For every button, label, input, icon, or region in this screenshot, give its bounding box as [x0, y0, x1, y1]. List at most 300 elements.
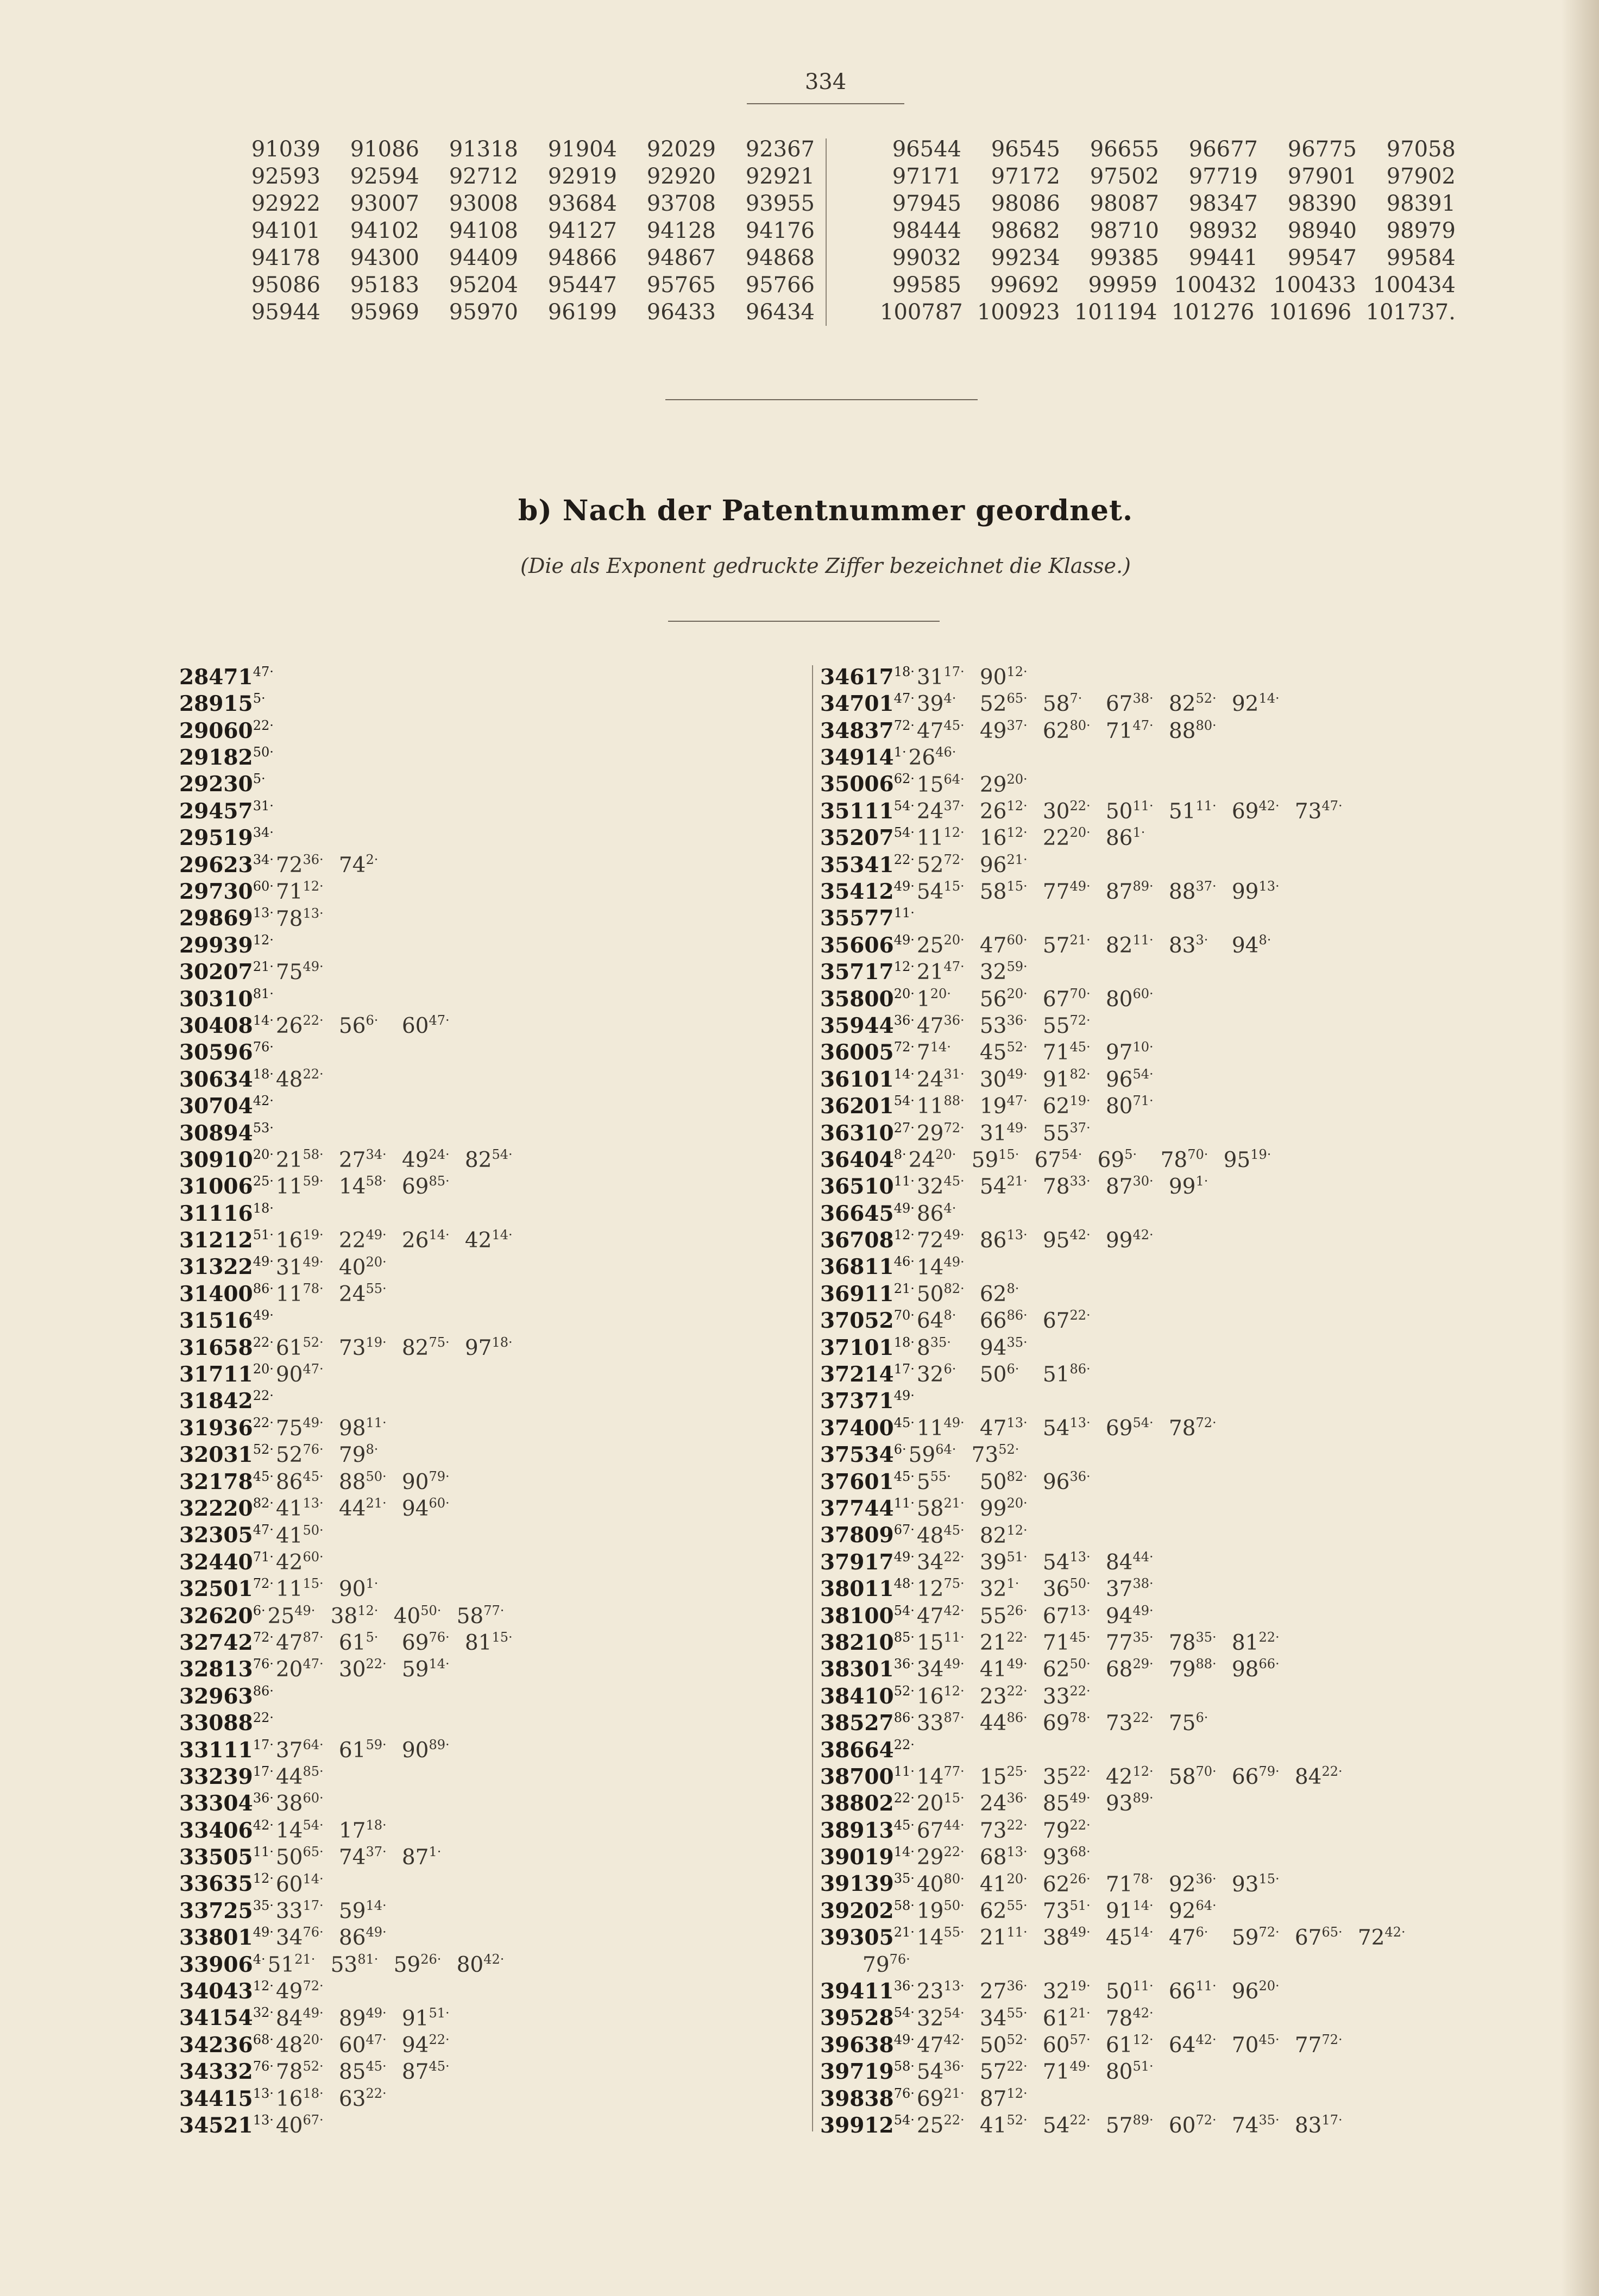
class-exponent: 13·	[253, 2085, 274, 2101]
class-exponent: 54·	[893, 798, 915, 813]
class-exponent: 42·	[943, 1603, 965, 1618]
class-exponent: 58·	[303, 1147, 324, 1163]
class-exponent: 15·	[1006, 879, 1028, 894]
class-exponent: 68·	[1069, 1844, 1091, 1860]
class-exponent: 53·	[253, 1120, 274, 1136]
following-number: $90^{12\cdot}$	[979, 664, 1028, 690]
class-exponent: 12·	[893, 1227, 915, 1243]
following-number: $86^{13\cdot}$	[979, 1227, 1028, 1253]
class-exponent: 80·	[1069, 717, 1091, 733]
table-row	[239, 136, 815, 163]
class-exponent: 22·	[253, 1388, 274, 1404]
class-exponent: 60·	[429, 1496, 450, 1511]
following-number: $14^{55\cdot}$	[916, 1925, 965, 1951]
following-number: $54^{15\cdot}$	[916, 879, 965, 904]
class-exponent: 22·	[1069, 1683, 1091, 1699]
table-row	[880, 163, 1456, 190]
class-exponent: 72·	[943, 1120, 965, 1136]
class-exponent: 52·	[998, 1442, 1019, 1458]
class-exponent: 36·	[1006, 1978, 1028, 1994]
patent-number: $33088^{22\cdot}$	[179, 1710, 274, 1736]
following-number: $47^{36\cdot}$	[916, 1013, 965, 1038]
patent-number: $34236^{68\cdot}$	[179, 2032, 274, 2058]
following-number: $74^{37\cdot}$	[338, 1844, 387, 1870]
class-exponent: 32·	[253, 2005, 274, 2021]
following-number: $5^{55\cdot}$	[916, 1468, 951, 1494]
following-number: $62^{80\cdot}$	[1042, 717, 1091, 743]
following-number: $14^{58\cdot}$	[338, 1174, 387, 1200]
patent-number: 92922	[251, 191, 320, 216]
patent-number: $37400^{45\cdot}$	[820, 1415, 915, 1441]
patent-number: 97945	[892, 191, 961, 216]
class-exponent: 49·	[893, 879, 915, 894]
column-divider-index	[812, 665, 813, 2131]
following-number: $78^{72\cdot}$	[1168, 1415, 1217, 1441]
following-number: $93^{68\cdot}$	[1042, 1844, 1091, 1870]
class-exponent: 70·	[1187, 1147, 1208, 1163]
class-exponent: 1·	[366, 1576, 379, 1592]
class-exponent: 47·	[943, 959, 965, 975]
following-number: $75^{49\cdot}$	[275, 1415, 324, 1441]
class-exponent: 54·	[943, 2005, 965, 2021]
class-exponent: 64·	[943, 771, 965, 787]
patent-number: $36645^{49\cdot}$	[820, 1200, 915, 1226]
following-number: $79^{8\cdot}$	[338, 1442, 379, 1468]
following-number: $57^{89\cdot}$	[1105, 2112, 1154, 2138]
class-exponent: 49·	[1006, 1656, 1028, 1672]
patent-number: $33406^{42\cdot}$	[179, 1817, 274, 1843]
index-entry	[820, 1570, 1526, 1602]
following-number: $74^{2\cdot}$	[338, 851, 379, 878]
index-entry	[179, 1061, 777, 1092]
table-row	[880, 190, 1456, 217]
class-exponent: 42·	[1132, 1227, 1154, 1243]
following-number: $59^{14\cdot}$	[401, 1656, 450, 1682]
following-number: $86^{45\cdot}$	[275, 1468, 324, 1494]
patent-number: 92593	[251, 164, 320, 189]
following-number: $61^{52\cdot}$	[275, 1334, 324, 1360]
index-entry	[820, 1758, 1526, 1789]
patent-number: 94866	[547, 245, 617, 270]
class-exponent: 22·	[1006, 1817, 1028, 1833]
class-exponent: 87·	[303, 1630, 324, 1645]
following-number: $27^{34\cdot}$	[338, 1147, 387, 1172]
following-number: $47^{87\cdot}$	[275, 1630, 324, 1655]
following-number: $80^{71\cdot}$	[1105, 1093, 1154, 1119]
patent-index-right-column	[820, 659, 1526, 2138]
class-exponent: 37·	[1006, 717, 1028, 733]
class-exponent: 86·	[1006, 1308, 1028, 1323]
following-number: $66^{79\cdot}$	[1231, 1764, 1280, 1789]
index-entry	[820, 873, 1526, 904]
patent-number: $33635^{12\cdot}$	[179, 1871, 274, 1897]
following-number: $20^{15\cdot}$	[916, 1790, 965, 1816]
patent-number: 97502	[1090, 164, 1159, 189]
class-exponent: 37·	[1069, 1120, 1091, 1136]
page-number: 334	[804, 70, 847, 94]
class-exponent: 81·	[357, 1951, 379, 1967]
class-exponent: 68·	[253, 2032, 274, 2047]
class-exponent: 26·	[420, 1951, 442, 1967]
following-number: $23^{13\cdot}$	[916, 1978, 965, 2004]
patent-number: 94409	[449, 245, 518, 270]
patent-number: $32178^{45\cdot}$	[179, 1468, 274, 1494]
following-number: $24^{31\cdot}$	[916, 1066, 965, 1092]
class-exponent: 19·	[1069, 1978, 1091, 1994]
following-number: $67^{44\cdot}$	[916, 1817, 965, 1843]
patent-number: $37052^{70\cdot}$	[820, 1308, 915, 1334]
following-number: $48^{45\cdot}$	[916, 1522, 965, 1548]
class-exponent: 36·	[1195, 1871, 1217, 1887]
following-number: $92^{36\cdot}$	[1168, 1871, 1217, 1897]
class-exponent: 14·	[253, 1013, 274, 1029]
following-number: $54^{21\cdot}$	[979, 1174, 1028, 1200]
class-exponent: 12·	[1006, 825, 1028, 841]
index-entry	[179, 2053, 777, 2085]
class-exponent: 88·	[943, 1093, 965, 1109]
class-exponent: 1·	[1132, 825, 1145, 841]
class-exponent: 36·	[303, 851, 324, 867]
patent-number: $37809^{67\cdot}$	[820, 1522, 915, 1548]
class-exponent: 44·	[1132, 1549, 1154, 1565]
index-entry	[179, 1517, 777, 1548]
patent-number: $39638^{49\cdot}$	[820, 2032, 915, 2058]
following-number: $33^{17\cdot}$	[275, 1897, 324, 1923]
index-entry	[820, 712, 1526, 743]
following-number: $16^{19\cdot}$	[275, 1227, 324, 1253]
class-exponent: 55·	[1006, 2005, 1028, 2021]
class-exponent: 49·	[1069, 1790, 1091, 1806]
class-exponent: 45·	[429, 2059, 450, 2074]
following-number: $50^{11\cdot}$	[1105, 798, 1154, 824]
index-entry	[820, 685, 1526, 717]
following-number: $82^{11\cdot}$	[1105, 932, 1154, 958]
following-number: $24^{20\cdot}$	[908, 1147, 956, 1172]
class-exponent: 54·	[893, 825, 915, 841]
index-entry	[820, 1061, 1526, 1092]
following-number: $70^{45\cdot}$	[1231, 2032, 1280, 2058]
class-exponent: 89·	[1132, 2112, 1154, 2128]
patent-number: $30596^{76\cdot}$	[179, 1039, 274, 1065]
following-number: $90^{79\cdot}$	[401, 1468, 450, 1494]
following-number: $58^{7\cdot}$	[1042, 691, 1082, 717]
section-title: b) Nach der Patentnummer geordnet.	[518, 494, 1134, 527]
patent-number: 98682	[991, 218, 1060, 243]
class-exponent: 49·	[1069, 879, 1091, 894]
following-number: $62^{19\cdot}$	[1042, 1093, 1091, 1119]
following-number: $53^{36\cdot}$	[979, 1013, 1028, 1038]
class-exponent: 5·	[1124, 1147, 1137, 1163]
following-number: $54^{22\cdot}$	[1042, 2112, 1091, 2138]
following-number: $80^{51\cdot}$	[1105, 2059, 1154, 2085]
patent-number: $29182^{50\cdot}$	[179, 745, 274, 771]
following-number: $69^{42\cdot}$	[1231, 798, 1280, 824]
following-number: $74^{35\cdot}$	[1231, 2112, 1280, 2138]
following-number: $81^{22\cdot}$	[1231, 1630, 1280, 1655]
patent-number: $36310^{27\cdot}$	[820, 1120, 915, 1146]
class-exponent: 22·	[253, 717, 274, 733]
patent-number: $39912^{54\cdot}$	[820, 2112, 915, 2138]
class-exponent: 13·	[1006, 1844, 1028, 1860]
class-exponent: 52·	[1195, 691, 1217, 707]
class-exponent: 76·	[253, 1656, 274, 1672]
class-exponent: 72·	[303, 1978, 324, 1994]
patent-number: $39139^{35\cdot}$	[820, 1871, 915, 1897]
class-exponent: 26·	[1006, 1603, 1028, 1618]
following-number: $88^{50\cdot}$	[338, 1468, 387, 1494]
following-number: $96^{21\cdot}$	[979, 851, 1028, 878]
following-number: $31^{49\cdot}$	[979, 1120, 1028, 1146]
class-exponent: 72·	[1069, 1013, 1091, 1029]
table-row	[239, 272, 815, 299]
class-exponent: 11·	[1195, 1978, 1217, 1994]
class-exponent: 26·	[1069, 1871, 1091, 1887]
index-entry	[179, 1839, 777, 1870]
class-exponent: 54·	[1132, 1066, 1154, 1082]
following-number: $99^{1\cdot}$	[1168, 1174, 1208, 1200]
patent-number: $35944^{36\cdot}$	[820, 1013, 915, 1038]
class-exponent: 4·	[943, 691, 956, 707]
following-number: $69^{21\cdot}$	[916, 2085, 965, 2111]
class-exponent: 27·	[893, 1120, 915, 1136]
following-number: $82^{12\cdot}$	[979, 1522, 1028, 1548]
following-number: $26^{46\cdot}$	[908, 745, 956, 771]
scan-edge-shadow	[1561, 0, 1599, 2296]
following-number: $14^{54\cdot}$	[275, 1817, 324, 1843]
following-number: $69^{54\cdot}$	[1105, 1415, 1154, 1441]
class-exponent: 7·	[1069, 691, 1082, 707]
patent-number: 91318	[449, 137, 518, 162]
following-number: $83^{3\cdot}$	[1168, 932, 1208, 958]
patent-number: 96199	[547, 300, 617, 325]
following-number: $59^{14\cdot}$	[338, 1897, 387, 1923]
following-number: $19^{50\cdot}$	[916, 1897, 965, 1923]
class-exponent: 52·	[893, 1683, 915, 1699]
following-number: $73^{47\cdot}$	[1294, 798, 1343, 824]
index-entry	[179, 954, 777, 985]
class-exponent: 13·	[253, 2112, 274, 2128]
following-number: $29^{20\cdot}$	[979, 771, 1028, 797]
class-exponent: 54·	[893, 1603, 915, 1618]
class-exponent: 65·	[303, 1844, 324, 1860]
class-exponent: 47·	[366, 2032, 387, 2047]
patent-number: 96544	[892, 137, 961, 162]
following-number: $84^{22\cdot}$	[1294, 1764, 1343, 1789]
class-exponent: 44·	[943, 1817, 965, 1833]
index-entry	[179, 900, 777, 931]
index-entry	[179, 712, 777, 743]
following-number: $61^{21\cdot}$	[1042, 2005, 1091, 2031]
class-exponent: 51·	[253, 1227, 274, 1243]
following-number: $62^{55\cdot}$	[979, 1897, 1028, 1923]
patent-number: 95944	[251, 300, 320, 325]
class-exponent: 47·	[253, 1522, 274, 1538]
following-number: $68^{13\cdot}$	[979, 1844, 1028, 1870]
class-exponent: 22·	[253, 1710, 274, 1726]
patent-number: $32305^{47\cdot}$	[179, 1522, 274, 1548]
class-exponent: 14·	[1258, 691, 1280, 707]
following-number: $87^{1\cdot}$	[401, 1844, 442, 1870]
following-number: $82^{75\cdot}$	[401, 1334, 450, 1360]
following-number: $20^{47\cdot}$	[275, 1656, 324, 1682]
patent-number: $34154^{32\cdot}$	[179, 2005, 274, 2031]
following-number: $64^{42\cdot}$	[1168, 2032, 1217, 2058]
patent-number: $38410^{52\cdot}$	[820, 1683, 915, 1709]
index-entry	[179, 1464, 777, 1494]
patent-number: 98444	[892, 218, 961, 243]
index-entry	[179, 1919, 777, 1951]
following-number: $34^{22\cdot}$	[916, 1549, 965, 1575]
patent-number: $36005^{72\cdot}$	[820, 1039, 915, 1065]
index-entry	[820, 1517, 1526, 1548]
following-number: $88^{80\cdot}$	[1168, 717, 1217, 743]
class-exponent: 85·	[893, 1630, 915, 1645]
following-number: $41^{52\cdot}$	[979, 2112, 1028, 2138]
patent-number: 99959	[1088, 273, 1157, 298]
following-number: $94^{60\cdot}$	[401, 1496, 450, 1521]
following-number: $40^{20\cdot}$	[338, 1254, 387, 1280]
class-exponent: 82·	[943, 1281, 965, 1296]
following-number: $80^{60\cdot}$	[1105, 986, 1154, 1012]
patent-number: $29939^{12\cdot}$	[179, 932, 274, 958]
following-number: $16^{12\cdot}$	[916, 1683, 965, 1709]
following-number: $92^{14\cdot}$	[1231, 691, 1280, 717]
class-exponent: 18·	[492, 1334, 513, 1350]
following-number: $84^{49\cdot}$	[275, 2005, 324, 2031]
patent-number: 98932	[1188, 218, 1258, 243]
class-exponent: 38·	[1132, 691, 1154, 707]
patent-number: $39838^{76\cdot}$	[820, 2085, 915, 2111]
following-number: $67^{13\cdot}$	[1042, 1603, 1091, 1629]
class-exponent: 13·	[1069, 1415, 1091, 1430]
table-row	[239, 190, 815, 217]
class-exponent: 13·	[1069, 1549, 1091, 1565]
class-exponent: 55·	[1006, 1897, 1028, 1913]
following-number: $22^{20\cdot}$	[1042, 825, 1091, 851]
following-number: $61^{5\cdot}$	[338, 1630, 379, 1655]
patent-number: $29730^{60\cdot}$	[179, 879, 274, 904]
class-exponent: 49·	[366, 1227, 387, 1243]
patent-number: $29623^{34\cdot}$	[179, 851, 274, 878]
number-table-left	[239, 136, 815, 326]
class-exponent: 52·	[253, 1442, 274, 1458]
index-entry	[179, 2027, 777, 2058]
index-entry	[179, 927, 777, 958]
class-exponent: 86·	[253, 1281, 274, 1296]
patent-number: $31006^{25\cdot}$	[179, 1174, 274, 1200]
patent-number: $39202^{58\cdot}$	[820, 1897, 915, 1923]
patent-number: $37534^{6\cdot}$	[820, 1442, 906, 1468]
class-exponent: 22·	[1069, 2112, 1091, 2128]
following-number: $26^{22\cdot}$	[275, 1013, 324, 1038]
index-entry	[820, 847, 1526, 878]
class-exponent: 20·	[253, 1361, 274, 1377]
class-exponent: 72·	[893, 1039, 915, 1055]
patent-number: 99692	[990, 273, 1060, 298]
class-exponent: 20·	[935, 1147, 956, 1163]
following-number: $75^{49\cdot}$	[275, 959, 324, 985]
following-number: $78^{42\cdot}$	[1105, 2005, 1154, 2031]
class-exponent: 12·	[253, 1871, 274, 1887]
patent-number: 94127	[547, 218, 617, 243]
class-exponent: 14·	[1132, 1925, 1154, 1940]
class-exponent: 45·	[943, 1522, 965, 1538]
class-exponent: 76·	[893, 2085, 915, 2101]
class-exponent: 70·	[1195, 1764, 1217, 1780]
class-exponent: 12·	[253, 1978, 274, 1994]
following-number: $90^{89\cdot}$	[401, 1737, 450, 1763]
class-exponent: 62·	[893, 771, 915, 787]
index-entry	[820, 1651, 1526, 1682]
following-number: $92^{64\cdot}$	[1168, 1897, 1217, 1923]
class-exponent: 17·	[303, 1897, 324, 1913]
following-number: $78^{13\cdot}$	[275, 905, 324, 931]
following-number: $38^{60\cdot}$	[275, 1790, 324, 1816]
class-exponent: 79·	[1258, 1764, 1280, 1780]
index-entry	[179, 1034, 777, 1065]
patent-number: 96545	[991, 137, 1060, 162]
patent-number: 100433	[1273, 273, 1356, 298]
class-exponent: 72·	[1321, 2032, 1343, 2047]
patent-number: $34617^{18\cdot}$	[820, 664, 915, 690]
index-entry	[820, 1544, 1526, 1575]
patent-number: $35577^{11\cdot}$	[820, 905, 915, 931]
following-number: $49^{24\cdot}$	[401, 1147, 450, 1172]
class-exponent: 49·	[366, 1925, 387, 1940]
patent-number: 96433	[646, 300, 716, 325]
class-exponent: 22·	[1321, 1764, 1343, 1780]
following-number: $71^{78\cdot}$	[1105, 1871, 1154, 1897]
class-exponent: 47·	[893, 691, 915, 707]
patent-number: $32501^{72\cdot}$	[179, 1576, 274, 1602]
following-number: $78^{52\cdot}$	[275, 2059, 324, 2085]
following-number: $78^{35\cdot}$	[1168, 1630, 1217, 1655]
patent-number: $35111^{54\cdot}$	[820, 798, 915, 824]
class-exponent: 11·	[893, 1496, 915, 1511]
following-number: $86^{4\cdot}$	[916, 1200, 956, 1226]
index-entry	[179, 2000, 777, 2031]
class-exponent: 77·	[483, 1603, 505, 1618]
class-exponent: 54·	[492, 1147, 513, 1163]
patent-number: $32620^{6\cdot}$	[179, 1603, 266, 1629]
class-exponent: 18·	[253, 1200, 274, 1216]
following-number: $98^{11\cdot}$	[338, 1415, 387, 1441]
following-number: $34^{55\cdot}$	[979, 2005, 1028, 2031]
patent-number: $36708^{12\cdot}$	[820, 1227, 915, 1253]
following-number: $59^{15\cdot}$	[971, 1147, 1019, 1172]
class-exponent: 35·	[1258, 2112, 1280, 2128]
class-exponent: 64·	[303, 1737, 324, 1752]
class-exponent: 22·	[253, 1415, 274, 1430]
patent-number: 93684	[547, 191, 617, 216]
section-rule-bottom	[668, 621, 940, 622]
class-exponent: 50·	[303, 1522, 324, 1538]
class-exponent: 50·	[420, 1603, 442, 1618]
patent-number: $38210^{85\cdot}$	[820, 1630, 915, 1655]
patent-number: $32813^{76\cdot}$	[179, 1656, 274, 1682]
patent-number: $38301^{36\cdot}$	[820, 1656, 915, 1682]
index-entry	[820, 1141, 1526, 1172]
patent-number: 100432	[1174, 273, 1257, 298]
patent-number: 98710	[1090, 218, 1159, 243]
class-exponent: 13·	[943, 1978, 965, 1994]
patent-number: $30894^{53\cdot}$	[179, 1120, 274, 1146]
patent-number: $31711^{20\cdot}$	[179, 1361, 274, 1387]
index-entry	[820, 1088, 1526, 1119]
following-number: $1^{20\cdot}$	[916, 986, 951, 1012]
class-exponent: 35·	[1195, 1630, 1217, 1645]
class-exponent: 14·	[366, 1897, 387, 1913]
